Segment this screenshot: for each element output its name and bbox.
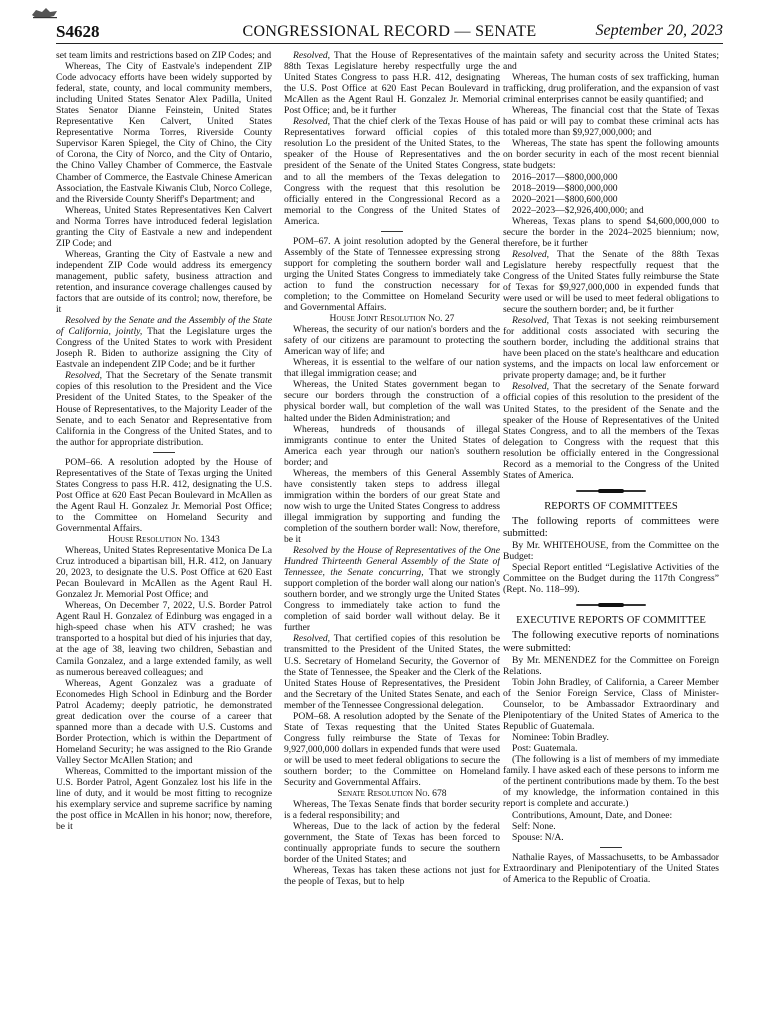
section-separator (153, 452, 175, 453)
paragraph (56, 457, 272, 534)
paragraph-text: maintain safety and security across the United States; and (503, 50, 719, 73)
paragraph-text: Spouse: N/A. (512, 831, 564, 843)
resolution-number: Senate Resolution No. 678 (337, 788, 447, 800)
paragraph-text: Whereas, the security of our nation's borders and the safety of our citizens are paramount to protecting the American way of life; and (284, 324, 500, 358)
paragraph (56, 61, 272, 205)
paragraph (284, 711, 500, 788)
paragraph-text: POM–68. A resolution adopted by the Senate of the State of Texas requesting that the United States Congress fully reimburse the State of Texas for 9,927,000,000 dollars in expended funds that were used or will be used to meet federal obligations to secure the southern border; to the Committee on Homeland Security and Governmental Affairs. (284, 710, 500, 789)
paragraph (503, 810, 719, 821)
paragraph-text: Whereas, The human costs of sex trafficking, human trafficking, drug proliferation, and the expansion of vast criminal enterprises cannot be easily quantified; and (503, 72, 719, 106)
paragraph-text: Whereas, Due to the lack of action by the federal government, the State of Texas has been forced to continually appropriate funds to secure the southern border of the United States; and (284, 821, 500, 866)
paragraph-text: By Mr. MENENDEZ for the Committee on Foreign Relations. (503, 654, 719, 677)
paragraph (503, 105, 719, 138)
paragraph-text: Whereas, it is essential to the welfare of our nation that illegal immigration cease; and (284, 357, 500, 380)
paragraph-text: Whereas, the United States government began to secure our borders through the construction of a physical border wall, but completion of the wall was halted under the Biden Administration; and (284, 379, 500, 424)
paragraph (56, 249, 272, 315)
paragraph-text: The following executive reports of nominations were submitted: (503, 630, 719, 654)
paragraph-text: 2016–2017—$800,000,000 (512, 171, 618, 183)
paragraph (503, 821, 719, 832)
paragraph (503, 72, 719, 105)
paragraph (284, 633, 500, 710)
paragraph-text: That the Legislature urges the Congress of the United States to work with President Joseph R. Biden to authorize assigning the City of Eastvale an independent ZIP Code; and be it further (56, 326, 272, 371)
italic-lead: Resolved by the Senate and the Assembly of the State of California, jointly, (56, 315, 272, 338)
section-ornament (576, 603, 646, 607)
paragraph (503, 315, 719, 381)
italic-lead: Resolved, (512, 315, 550, 327)
paragraph-text: Whereas, On December 7, 2022, U.S. Border Patrol Agent Raul H. Gonzalez of Edinburg was engaged in a high-speed chase when his ATV crashed; he was transported to a hospital but died of his injuries that day, at the age of 38, leaving two children, Sebastian and Camila Gonzalez, and a large extended family, as well as numerous bereaved colleagues; and (56, 600, 272, 678)
paragraph-text: Nominee: Tobin Bradley. (512, 732, 609, 744)
paragraph (503, 655, 719, 677)
paragraph (284, 324, 500, 357)
section-heading: EXECUTIVE REPORTS OF COMMITTEE (516, 615, 706, 627)
paragraph-text: That the Secretary of the Senate transmit copies of this resolution to the President and the Vice President of the United States, to the Speaker of the House of Representatives, to the Majority Leader of the Senate, and to each Senator and Representative from California in the Congress of the United States, and to the author for appropriate distribution. (56, 370, 272, 448)
paragraph-text: POM–67. A joint resolution adopted by the General Assembly of the State of Tennessee expressing strong support for completing the southern border wall and urging the United States Congress to immediately take action to fund the construction necessary for completion; to the Committee on Homeland Security and Governmental Affairs. (284, 235, 500, 314)
paragraph-text: That the chief clerk of the Texas House of Representatives forward official copies of this resolution Lo the president of the United States, to the speaker of the House of Representatives and the president of the Senate of the United States Congress, and to all the members of the Texas delegation to Congress with the request that this resolution be officially entered in the Congressional Record as a memorial to the Congress of the United States of America. (284, 116, 500, 227)
paragraph-text: Nathalie Rayes, of Massachusetts, to be Ambassador Extraordinary and Plenipotentiary of the United States of America to the Republic of Croatia. (503, 851, 719, 885)
paragraph (503, 172, 719, 183)
section-separator (381, 231, 403, 232)
section-heading: REPORTS OF COMMITTEES (544, 500, 678, 512)
paragraph-text: That certified copies of this resolution be transmitted to the President of the United States, the U.S. Secretary of Homeland Security, the Governor of the State of Tennessee, the Speaker and the Clerk of the United States House of Representatives, the President and the Secretary of the United States Senate, and each member of the Tennessee Congressional delegation. (284, 633, 500, 711)
paragraph (503, 249, 719, 315)
paragraph (503, 677, 719, 732)
paragraph-text: 2018–2019—$800,000,000 (512, 182, 618, 194)
paragraph-text: That we strongly support completion of the border wall along our nation's southern border, and we strongly urge the United States Congress to immediately take action to fund the completion of said border wall without delay. Be it further (284, 567, 500, 634)
paragraph (503, 183, 719, 194)
paragraph-text: That the secretary of the Senate forward official copies of this resolution to the president of the United States, to the president of the Senate and the speaker of the House of Representatives of the United States Congress, and to all the members of the Texas delegation to Congress with the request that this resolution be officially entered in the Congressional Record as a memorial to the Congress of the United States of America. (503, 381, 719, 481)
page-header (56, 22, 723, 44)
italic-lead: Resolved, (293, 50, 331, 61)
column-2 (284, 50, 500, 1018)
paragraph (503, 754, 719, 809)
paragraph-text: Whereas, United States Representative Monica De La Cruz introduced a bipartisan bill, H.R. 412, on January 20, 2023, to designate the U.S. Post Office at 620 East Pecan Boulevard in McAllen as the Agent Raul H. Gonzalez Jr. Memorial Post Office; and (56, 545, 272, 601)
section-ornament (576, 489, 646, 493)
paragraph (503, 50, 719, 72)
paragraph-text: Whereas, The state has spent the following amounts on border security in each of the most recent biennial state budgets: (503, 138, 719, 172)
paragraph (284, 821, 500, 865)
paragraph-text: 2020–2021—$800,600,000 (512, 193, 618, 205)
paragraph (284, 379, 500, 423)
italic-lead: Resolved, (293, 116, 331, 128)
paragraph (503, 516, 719, 540)
header-rule (56, 43, 723, 44)
section-separator (600, 847, 622, 848)
paragraph (56, 50, 272, 61)
column-3 (503, 50, 719, 1018)
paragraph (503, 732, 719, 743)
paragraph-text: Whereas, The financial cost that the State of Texas has paid or will pay to combat these criminal acts has totaled more than $9,927,000,000; and (503, 105, 719, 139)
italic-lead: Resolved, (512, 381, 550, 393)
paragraph (503, 540, 719, 562)
paragraph (503, 205, 719, 216)
paragraph-text: The following reports of committees were submitted: (503, 515, 719, 540)
italic-lead: Resolved, (293, 633, 331, 645)
paragraph-text: Whereas, The City of Eastvale's independent ZIP Code advocacy efforts have been widely supported by federal, state, county, and local community members, including United States Senator Alex Padilla, United States Senator Dianne Feinstein, United States Representative Ken Calvert, United States Representative Norma Torres, Riverside County Supervisor Karen Spiegel, the City of Chino, the City of Corona, the City of Norco, and the City of Ontario, the Chino Valley Chamber of Commerce, the Eastvale Chamber of Commerce, the Eastvale Chinese American Association, the Eastvale Kiwanis Club, Norco College, and the Riverside County Sheriff's Department; and (56, 61, 272, 205)
italic-lead: Resolved, (65, 370, 103, 382)
paragraph-text: Whereas, The Texas Senate finds that border security is a federal responsibility; and (284, 799, 500, 822)
paragraph (503, 216, 719, 249)
paragraph (503, 381, 719, 480)
paragraph-text: Whereas, Granting the City of Eastvale a new and independent ZIP Code would address its emergency management, public safety, business attraction and retention, and insurance coverage challenges caused by factors that are outside of its control; now, therefore, be it (56, 248, 272, 316)
paragraph-text: 2022–2023—$2,926,400,000; and (512, 204, 644, 216)
paragraph-text: That the Senate of the 88th Texas Legislature hereby respectfully request that the Congress of the United States fully reimburse the State of Texas for $9,927,000,000 in expended funds that were used or will be used to meet federal obligations to secure the southern border; and, be it further (503, 248, 719, 316)
paragraph (284, 357, 500, 379)
paragraph (503, 630, 719, 654)
paragraph (284, 116, 500, 226)
paragraph (503, 562, 719, 595)
paragraph (503, 852, 719, 885)
congressional-record-logo (30, 6, 60, 20)
paragraph-text: Contributions, Amount, Date, and Donee: (512, 809, 673, 821)
paragraph (284, 865, 500, 887)
paragraph (56, 766, 272, 832)
paragraph-text: (The following is a list of members of my immediate family. I have asked each of these persons to inform me of the pertinent contributions made by them. To the best of my knowledge, the information contained in this report is complete and accurate.) (503, 754, 719, 810)
paragraph-text: set team limits and restrictions based on ZIP Codes; and (56, 50, 272, 61)
paragraph (56, 205, 272, 249)
paragraph-text: Whereas, Agent Gonzalez was a graduate of Economedes High School in Edinburg and the Border Patrol Academy; deeply patriotic, he demonstrated great dedication over the course of a career that spanned more than a decade with U.S. Customs and Border Protection, which is within the Department of Homeland Security; he was assigned to the Rio Grande Valley Sector McAllen Station; and (56, 677, 272, 766)
paragraph (284, 468, 500, 545)
italic-lead: Resolved, (512, 248, 550, 260)
paragraph-text: That the House of Representatives of the 88th Texas Legislature hereby respectfully urge the United States Congress to pass H.R. 412, designating the U.S. Post Office at 620 East Pecan Boulevard in McAllen as the Agent Raul H. Gonzalez Jr. Memorial Post Office; and, be it further (284, 50, 500, 117)
paragraph (284, 799, 500, 821)
page-number: S4628 (56, 22, 100, 41)
paragraph (284, 424, 500, 468)
italic-lead: Resolved by the House of Representatives of the One Hundred Thirteenth General Assembly of the State of Tennessee, the Senate concurring, (284, 545, 500, 579)
paragraph (503, 138, 719, 171)
paragraph-text: Whereas, Texas has taken these actions not just for the people of Texas, but to help (284, 865, 500, 888)
paragraph (503, 743, 719, 754)
paragraph-text: Self: None. (512, 820, 556, 832)
resolution-number: House Resolution No. 1343 (108, 534, 220, 546)
paragraph (56, 545, 272, 600)
paragraph-text: That Texas is not seeking reimbursement for additional costs associated with securing the southern border, including the additional strains that have been placed on the state's healthcare and education systems, and the impacts on local law enforcement or private property damage; and, be it further (503, 315, 719, 382)
publication-date: September 20, 2023 (595, 22, 723, 39)
paragraph-text: Special Report entitled “Legislative Activities of the Committee on the Budget during the 117th Congress” (Rept. No. 118–99). (503, 562, 719, 596)
paragraph-text: Whereas, the members of this General Assembly have consistently taken steps to address illegal immigration within the borders of our great State and now wish to urge the United States Congress to address illegal immigration by supporting and funding the completion of the southern border wall: Now, therefore, be it (284, 467, 500, 546)
paragraph (503, 832, 719, 843)
paragraph (284, 50, 500, 116)
paragraph-text: Post: Guatemala. (512, 743, 578, 755)
column-1 (56, 50, 272, 1018)
paragraph (284, 545, 500, 633)
paragraph-text: Whereas, United States Representatives Ken Calvert and Norma Torres have introduced federal legislation granting the City of Eastvale a new and independent ZIP Code; and (56, 204, 272, 249)
paragraph (56, 315, 272, 370)
paragraph-text: POM–66. A resolution adopted by the House of Representatives of the State of Texas urging the United States Congress to pass H.R. 412, designating the U.S. Post Office at 620 East Pecan Boulevard in McAllen as the Agent Raul H. Gonzalez Jr. Memorial Post Office; to the Committee on Homeland Security and Governmental Affairs. (56, 456, 272, 534)
paragraph-text: Whereas, Committed to the important mission of the U.S. Border Patrol, Agent Gonzalez lost his life in the line of duty, and it would be most fitting to recognize his exemplary service and supreme sacrifice by naming the post office in McAllen in his honor; now, therefore, be it (56, 766, 272, 833)
resolution-number: House Joint Resolution No. 27 (329, 313, 455, 325)
paragraph (56, 600, 272, 677)
paragraph (503, 194, 719, 205)
paragraph-text: Tobin John Bradley, of California, a Career Member of the Senior Foreign Service, Class of Minister-Counselor, to be Ambassador Extraordinary and Plenipotentiary of the United States of America to the Republic of Guatemala. (503, 676, 719, 733)
paragraph-text: By Mr. WHITEHOUSE, from the Committee on the Budget: (503, 540, 719, 563)
paragraph (56, 370, 272, 447)
paragraph (284, 236, 500, 313)
paragraph-text: Whereas, Texas plans to spend $4,600,000,000 to secure the border in the 2024–2025 biennium; now, therefore, be it further (503, 215, 719, 249)
paragraph-text: Whereas, hundreds of thousands of illegal immigrants continue to enter the United States of America each year through our nation's southern border; and (284, 423, 500, 468)
paragraph (56, 678, 272, 766)
publication-title: CONGRESSIONAL RECORD — SENATE (242, 23, 537, 40)
